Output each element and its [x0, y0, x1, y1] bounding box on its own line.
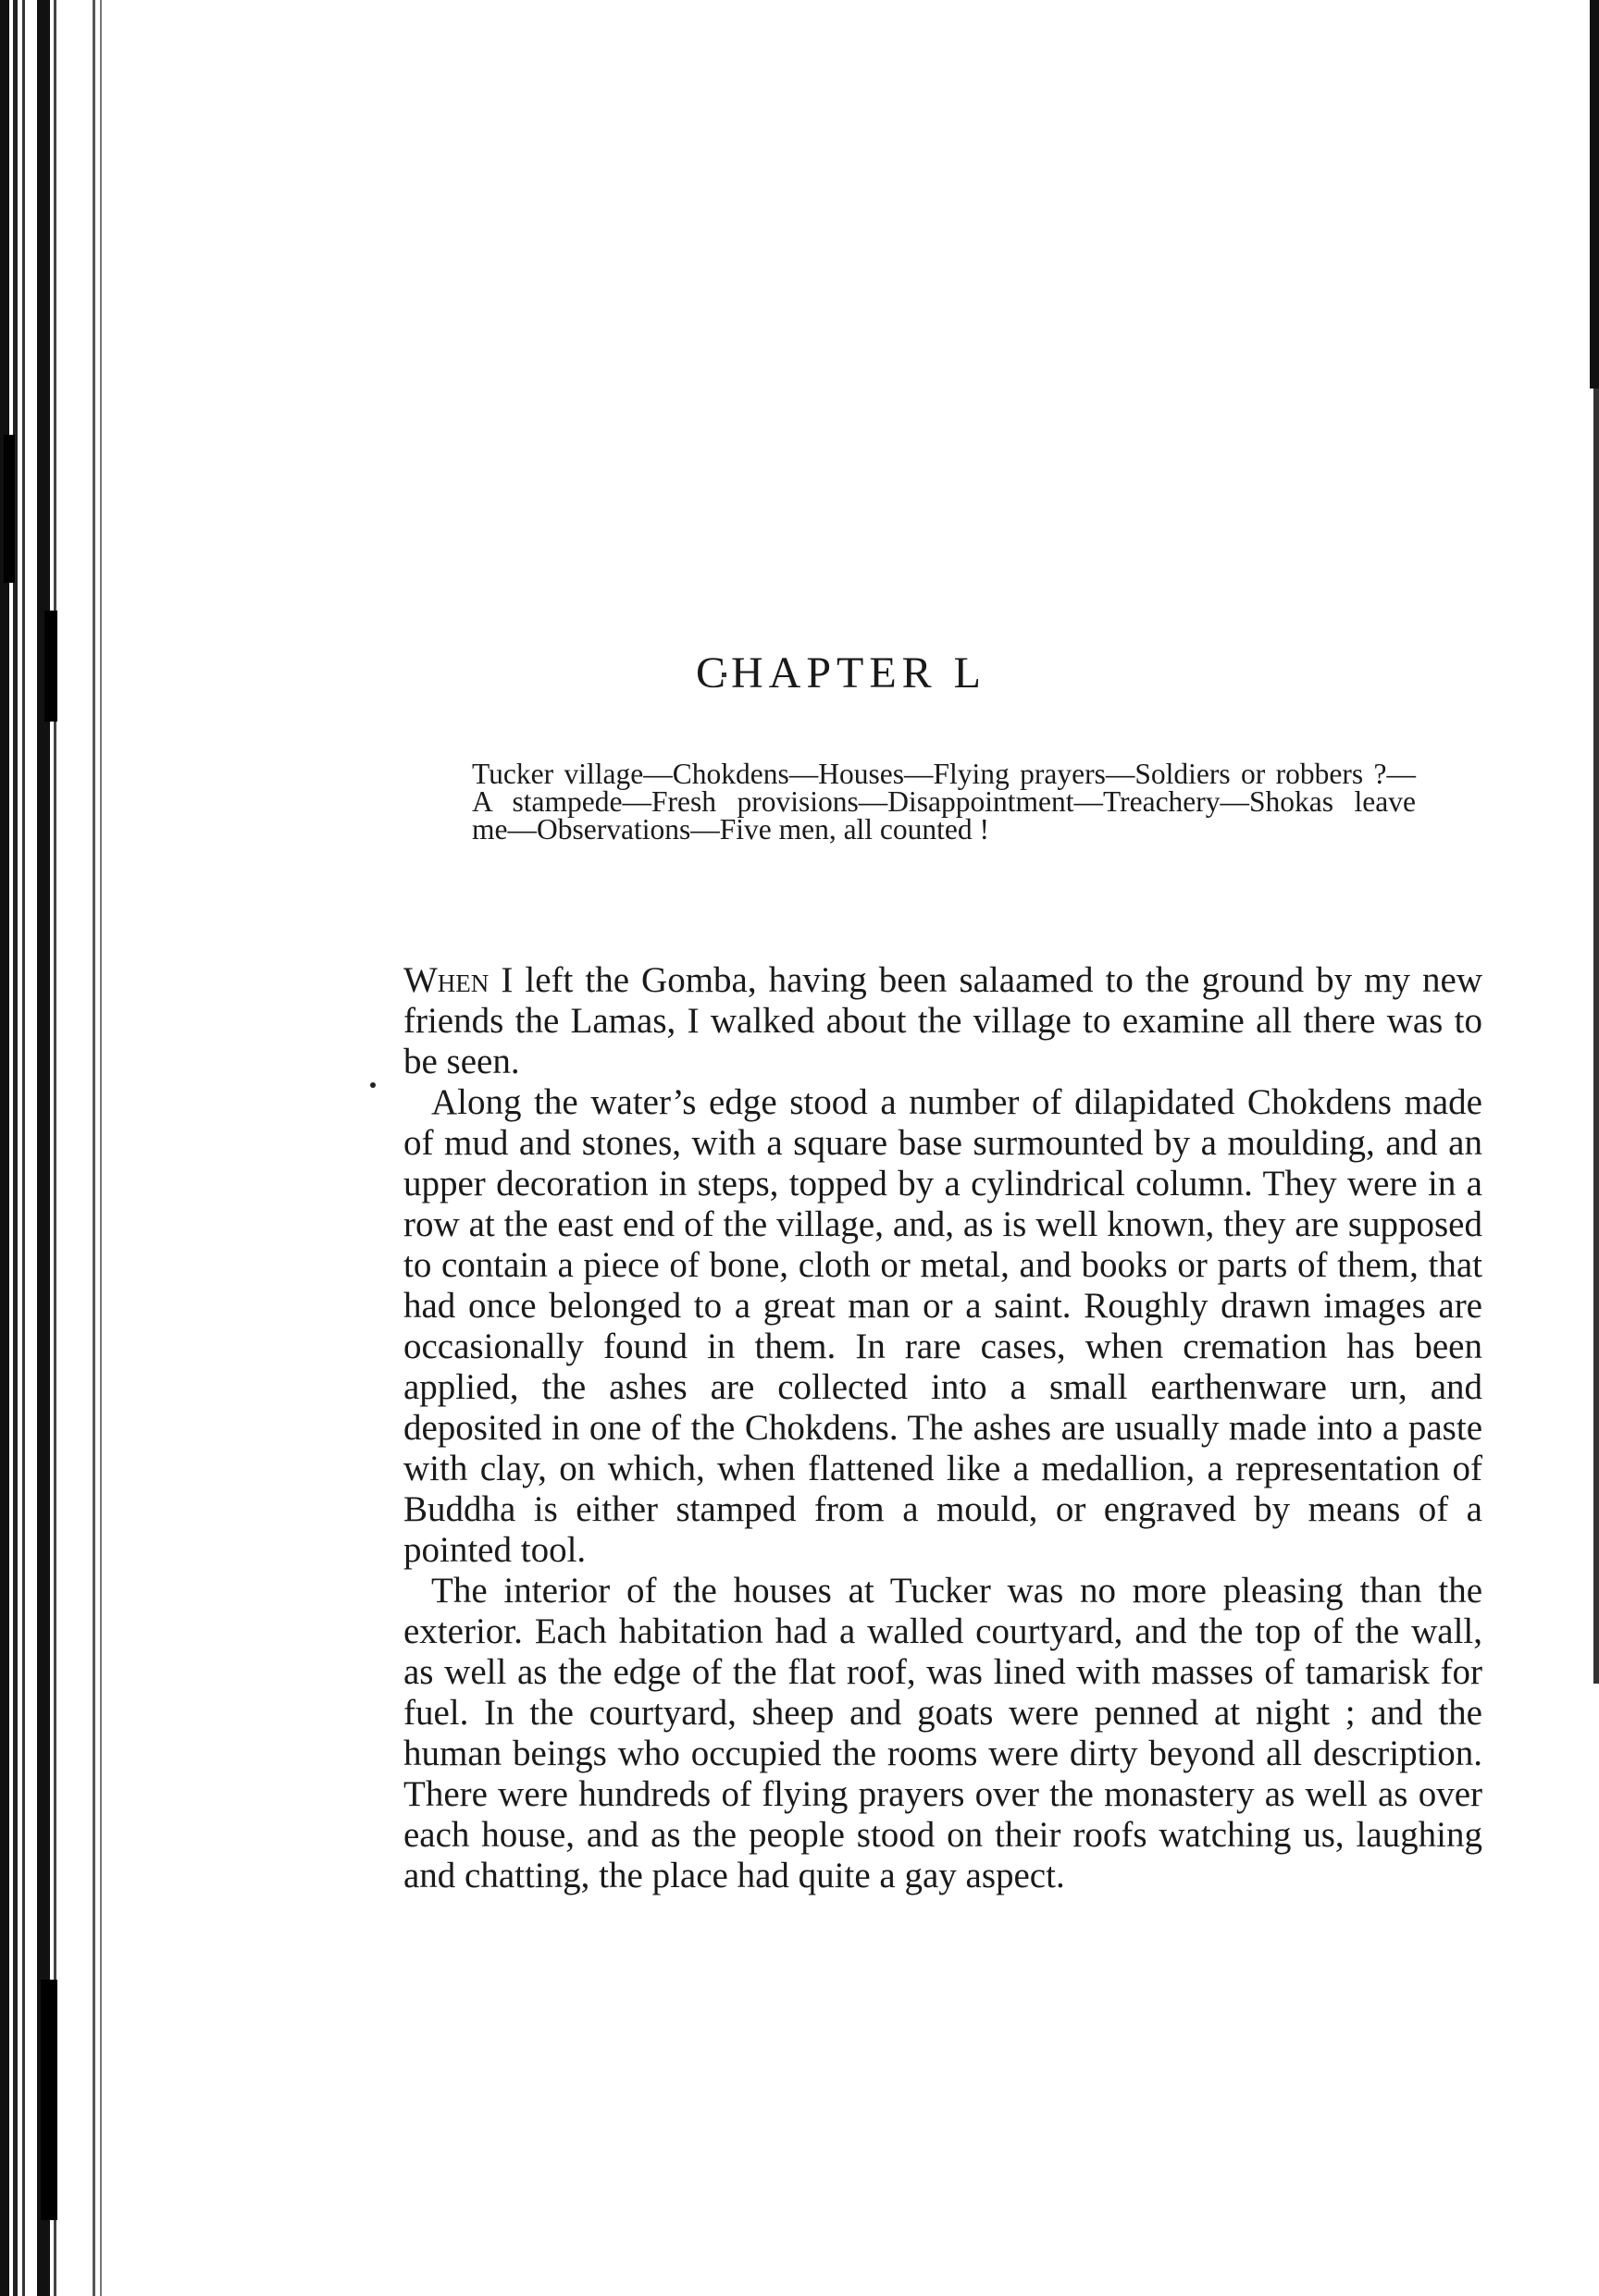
drop-lead-word: When	[403, 960, 490, 1000]
chapter-title: CHAPTER L	[695, 648, 986, 697]
paragraph-1	[403, 960, 1482, 1082]
book-binding-edge	[0, 0, 120, 2296]
chapter-summary: Tucker village—Chokdens—Houses—Flying prayers—Soldiers or robbers ?—A stampede—Fresh provisions—Disappointment—Treachery—Shokas leave me—Observations—Five men, all counted !	[472, 758, 1416, 846]
paragraph-1-text: I left the Gomba, having been salaamed to the ground by my new friends the Lamas, I walked about the village to examine all there was to be seen.	[403, 960, 1482, 1081]
margin-ink-mark	[370, 1082, 376, 1088]
paragraph-3: The interior of the houses at Tucker was no more pleasing than the exterior. Each habitation had a walled courtyard, and the top of the wall, as well as the edge of the flat roof, was lined with masses of tamarisk for fuel. In the courtyard, sheep and goats were penned at night ; and the human beings who occupied the rooms were dirty beyond all description. There were hundreds of flying prayers over the monastery as well as over each house, and as the people stood on their roofs watching us, laughing and chatting, the place had quite a gay aspect.	[403, 1571, 1482, 1895]
chapter-body	[403, 960, 1482, 1896]
paragraph-2: Along the water’s edge stood a number of dilapidated Chokdens made of mud and stones, with a square base surmounted by a moulding, and an upper decoration in steps, topped by a cylindrical column. They were in a row at the east end of the village, and, as is well known, they are supposed to contain a piece of bone, cloth or metal, and books or parts of them, that had once belonged to a great man or a saint. Roughly drawn images are occasionally found in them. In rare cases, when cremation has been applied, the ashes are collected into a small earthenware urn, and deposited in one of the Chokdens. The ashes are usually made into a paste with clay, on which, when flattened like a medallion, a representation of Buddha is either stamped from a mould, or engraved by means of a pointed tool.	[403, 1082, 1482, 1570]
page-right-edge	[1579, 0, 1599, 2296]
